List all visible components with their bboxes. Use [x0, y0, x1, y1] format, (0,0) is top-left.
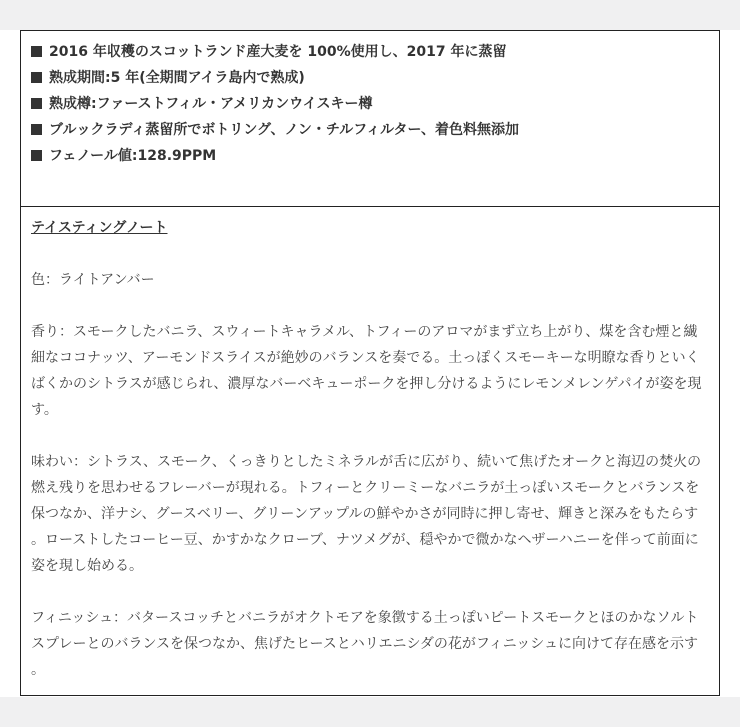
spec-text: 2016 年収穫のスコットランド産大麦を 100%使用し、2017 年に蒸留 — [49, 44, 507, 60]
palate-line: 姿を現し始める。 — [31, 558, 143, 574]
spec-item — [31, 65, 709, 91]
finish-line: スプレーとのバランスを保つなか、焦げたヒースとハリエニシダの花がフィニッシュに向けて存在感を示す — [31, 636, 698, 652]
spec-text: 熟成樽:ファーストフィル・アメリカンウイスキー樽 — [49, 96, 373, 112]
palate-line: 保つなか、洋ナシ、グースベリー、グリーンアップルの鮮やかさが同時に押し寄せ、輝きと深みをもたらす — [31, 506, 699, 522]
tasting-notes-heading: テイスティングノート — [31, 220, 168, 236]
square-bullet-icon — [31, 46, 42, 57]
palate-line: 。ローストしたコーヒー豆、かすかなクローブ、ナツメグが、穏やかで微かなヘザーハニーを伴って前面に — [31, 532, 699, 548]
finish-note — [31, 605, 709, 683]
spec-text: ブルックラディ蒸留所でボトリング、ノン・チルフィルター、着色料無添加 — [49, 122, 519, 138]
nose-note — [31, 319, 709, 423]
nose-line: ばくかのシトラスが感じられ、濃厚なバーベキューポークを押し分けるようにレモンメレンゲパイが姿を現 — [31, 376, 702, 392]
finish-line: フィニッシュ：バタースコッチとバニラがオクトモアを象徴する土っぽいピートスモークとほのかなソルト — [31, 610, 699, 626]
square-bullet-icon — [31, 150, 42, 161]
top-margin — [0, 0, 740, 30]
tasting-notes-section — [21, 207, 719, 695]
nose-line: す。 — [31, 402, 58, 418]
spec-text: フェノール値:128.9PPM — [49, 148, 217, 164]
bottom-margin — [0, 697, 740, 727]
square-bullet-icon — [31, 72, 42, 83]
spec-text: 熟成期間:5 年(全期間アイラ島内で熟成) — [49, 70, 305, 86]
palate-line: 燃え残りを思わせるフレーバーが現れる。トフィーとクリーミーなバニラが土っぽいスモークとバランスを — [31, 480, 700, 496]
color-note: 色：ライトアンバー — [31, 272, 155, 288]
palate-line: 味わい：シトラス、スモーク、くっきりとしたミネラルが舌に広がり、続いて焦げたオークと海辺の焚火の — [31, 454, 702, 470]
spec-item — [31, 91, 709, 117]
palate-note — [31, 449, 709, 579]
finish-line: 。 — [31, 662, 45, 678]
spec-section — [21, 31, 719, 207]
nose-line: 細なココナッツ、アーモンドスライスが絶妙のバランスを奏でる。土っぽくスモーキーな明瞭な香りといく — [31, 350, 700, 366]
product-info-table — [20, 30, 720, 696]
square-bullet-icon — [31, 124, 42, 135]
spec-item — [31, 39, 709, 65]
spec-item — [31, 117, 709, 143]
square-bullet-icon — [31, 98, 42, 109]
nose-line: 香り：スモークしたバニラ、スウィートキャラメル、トフィーのアロマがまず立ち上がり、煤を含む煙と繊 — [31, 324, 698, 340]
spec-item — [31, 143, 709, 169]
